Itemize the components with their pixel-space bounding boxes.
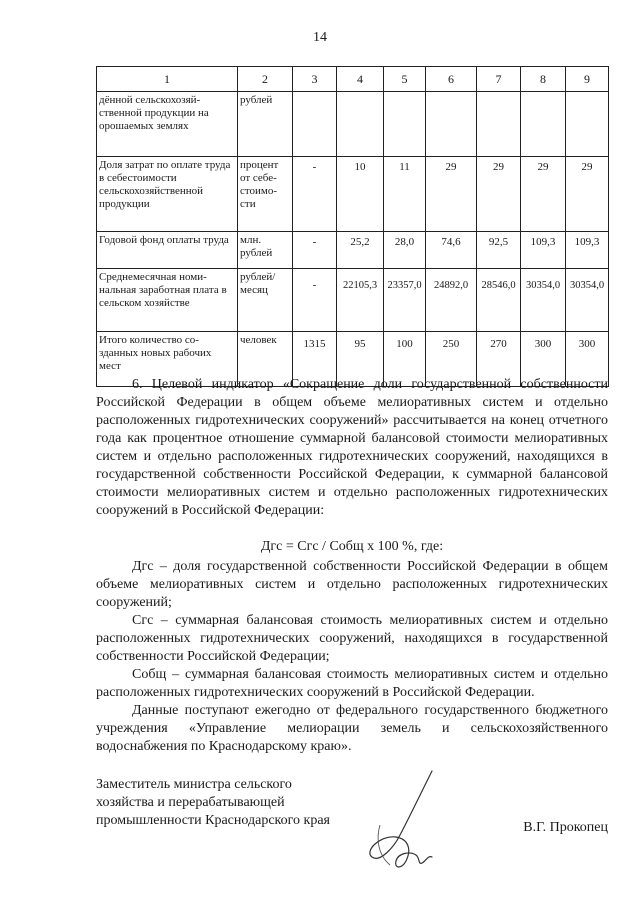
value-cell bbox=[384, 92, 426, 157]
header-cell: 4 bbox=[337, 67, 384, 92]
value-cell: 92,5 bbox=[477, 232, 521, 269]
indicators-table bbox=[96, 66, 609, 387]
signature-title-line: хозяйства и перерабатывающей bbox=[96, 795, 285, 810]
value-cell: 29 bbox=[521, 157, 566, 232]
indicator-description bbox=[96, 376, 608, 520]
value-cell bbox=[426, 92, 477, 157]
header-cell: 2 bbox=[238, 67, 293, 92]
handwritten-signature bbox=[350, 765, 470, 885]
indicator-unit: рублей bbox=[238, 92, 293, 157]
header-cell: 3 bbox=[293, 67, 337, 92]
table-row bbox=[97, 232, 609, 269]
value-cell: 28,0 bbox=[384, 232, 426, 269]
indicator-unit: процент от себе-стоимо-сти bbox=[238, 157, 293, 232]
indicator-name: дённой сельскохозяй-ственной продукции на орошаемых землях bbox=[97, 92, 238, 157]
signer-name: В.Г. Прокопец bbox=[523, 820, 608, 835]
value-cell: 29 bbox=[477, 157, 521, 232]
value-cell bbox=[566, 92, 609, 157]
indicator-name: Итого количество со-зданных новых рабочих мест bbox=[97, 332, 238, 387]
value-cell: 100 bbox=[384, 332, 426, 387]
header-cell: 6 bbox=[426, 67, 477, 92]
value-cell: 270 bbox=[477, 332, 521, 387]
table-row bbox=[97, 92, 609, 157]
definitions bbox=[96, 558, 608, 756]
page-number: 14 bbox=[313, 30, 327, 45]
definition-sobsh: Собщ – суммарная балансовая стоимость мелиоративных систем и отдельно расположенных гидротехнических сооружений в Российской Федерации. bbox=[96, 667, 608, 700]
value-cell: 74,6 bbox=[426, 232, 477, 269]
signature-title-line: промышленности Краснодарского края bbox=[96, 813, 330, 828]
indicator-name: Годовой фонд оплаты труда bbox=[97, 232, 238, 269]
value-cell: - bbox=[293, 157, 337, 232]
value-cell bbox=[477, 92, 521, 157]
value-cell: 28546,0 bbox=[477, 269, 521, 332]
value-cell: 30354,0 bbox=[521, 269, 566, 332]
indicator-unit: рублей/ месяц bbox=[238, 269, 293, 332]
value-cell: 300 bbox=[566, 332, 609, 387]
definition-sgs: Сгс – суммарная балансовая стоимость мелиоративных систем и отдельно расположенных гидротехнических сооружений, находящихся в государственной собственности Российской Федерации; bbox=[96, 613, 608, 664]
header-cell: 5 bbox=[384, 67, 426, 92]
data-source-paragraph: Данные поступают ежегодно от федерального государственного бюджетного учреждения «Управление мелиорации земель и сельскохозяйственного водоснабжения по Краснодарскому краю». bbox=[96, 703, 608, 754]
value-cell: - bbox=[293, 269, 337, 332]
formula: Дгс = Сгс / Собщ х 100 %, где: bbox=[260, 539, 444, 554]
value-cell bbox=[293, 92, 337, 157]
value-cell: 250 bbox=[426, 332, 477, 387]
value-cell bbox=[337, 92, 384, 157]
indicator-unit: млн. рублей bbox=[238, 232, 293, 269]
header-cell: 8 bbox=[521, 67, 566, 92]
indicator-name: Доля затрат по оплате труда в себестоимости сельскохозяйственной продукции bbox=[97, 157, 238, 232]
header-cell: 9 bbox=[566, 67, 609, 92]
value-cell: 95 bbox=[337, 332, 384, 387]
value-cell: 22105,3 bbox=[337, 269, 384, 332]
value-cell: - bbox=[293, 232, 337, 269]
value-cell: 300 bbox=[521, 332, 566, 387]
paragraph-6: 6. Целевой индикатор «Сокращение доли государственной собственности Российской Федерации в общем объеме мелиоративных систем и отдельно расположенных гидротехнических сооружений» рассчитывается на конец отчетного года как процентное отношение суммарной балансовой стоимости мелиоративных систем и отдельно расположенных гидротехнических сооружений, находящихся в государственной собственности Российской Федерации, к суммарной балансовой стоимости мелиоративных систем и отдельно расположенных гидротехнических сооружений в Российской Федерации: bbox=[96, 377, 608, 518]
value-cell: 109,3 bbox=[566, 232, 609, 269]
value-cell: 10 bbox=[337, 157, 384, 232]
header-cell: 1 bbox=[97, 67, 238, 92]
value-cell: 25,2 bbox=[337, 232, 384, 269]
indicator-unit: человек bbox=[238, 332, 293, 387]
value-cell: 109,3 bbox=[521, 232, 566, 269]
table-header-row bbox=[97, 67, 609, 92]
signature-title-line: Заместитель министра сельского bbox=[96, 777, 292, 792]
value-cell: 11 bbox=[384, 157, 426, 232]
value-cell: 24892,0 bbox=[426, 269, 477, 332]
definition-dgs: Дгс – доля государственной собственности Российской Федерации в общем объеме мелиоративных систем и отдельно расположенных гидротехнических сооружений; bbox=[96, 559, 608, 610]
indicator-name: Среднемесячная номи-нальная заработная плата в сельском хозяйстве bbox=[97, 269, 238, 332]
value-cell: 30354,0 bbox=[566, 269, 609, 332]
value-cell: 29 bbox=[426, 157, 477, 232]
value-cell: 29 bbox=[566, 157, 609, 232]
value-cell: 23357,0 bbox=[384, 269, 426, 332]
value-cell: 1315 bbox=[293, 332, 337, 387]
header-cell: 7 bbox=[477, 67, 521, 92]
table-row bbox=[97, 269, 609, 332]
value-cell bbox=[521, 92, 566, 157]
table-row bbox=[97, 157, 609, 232]
